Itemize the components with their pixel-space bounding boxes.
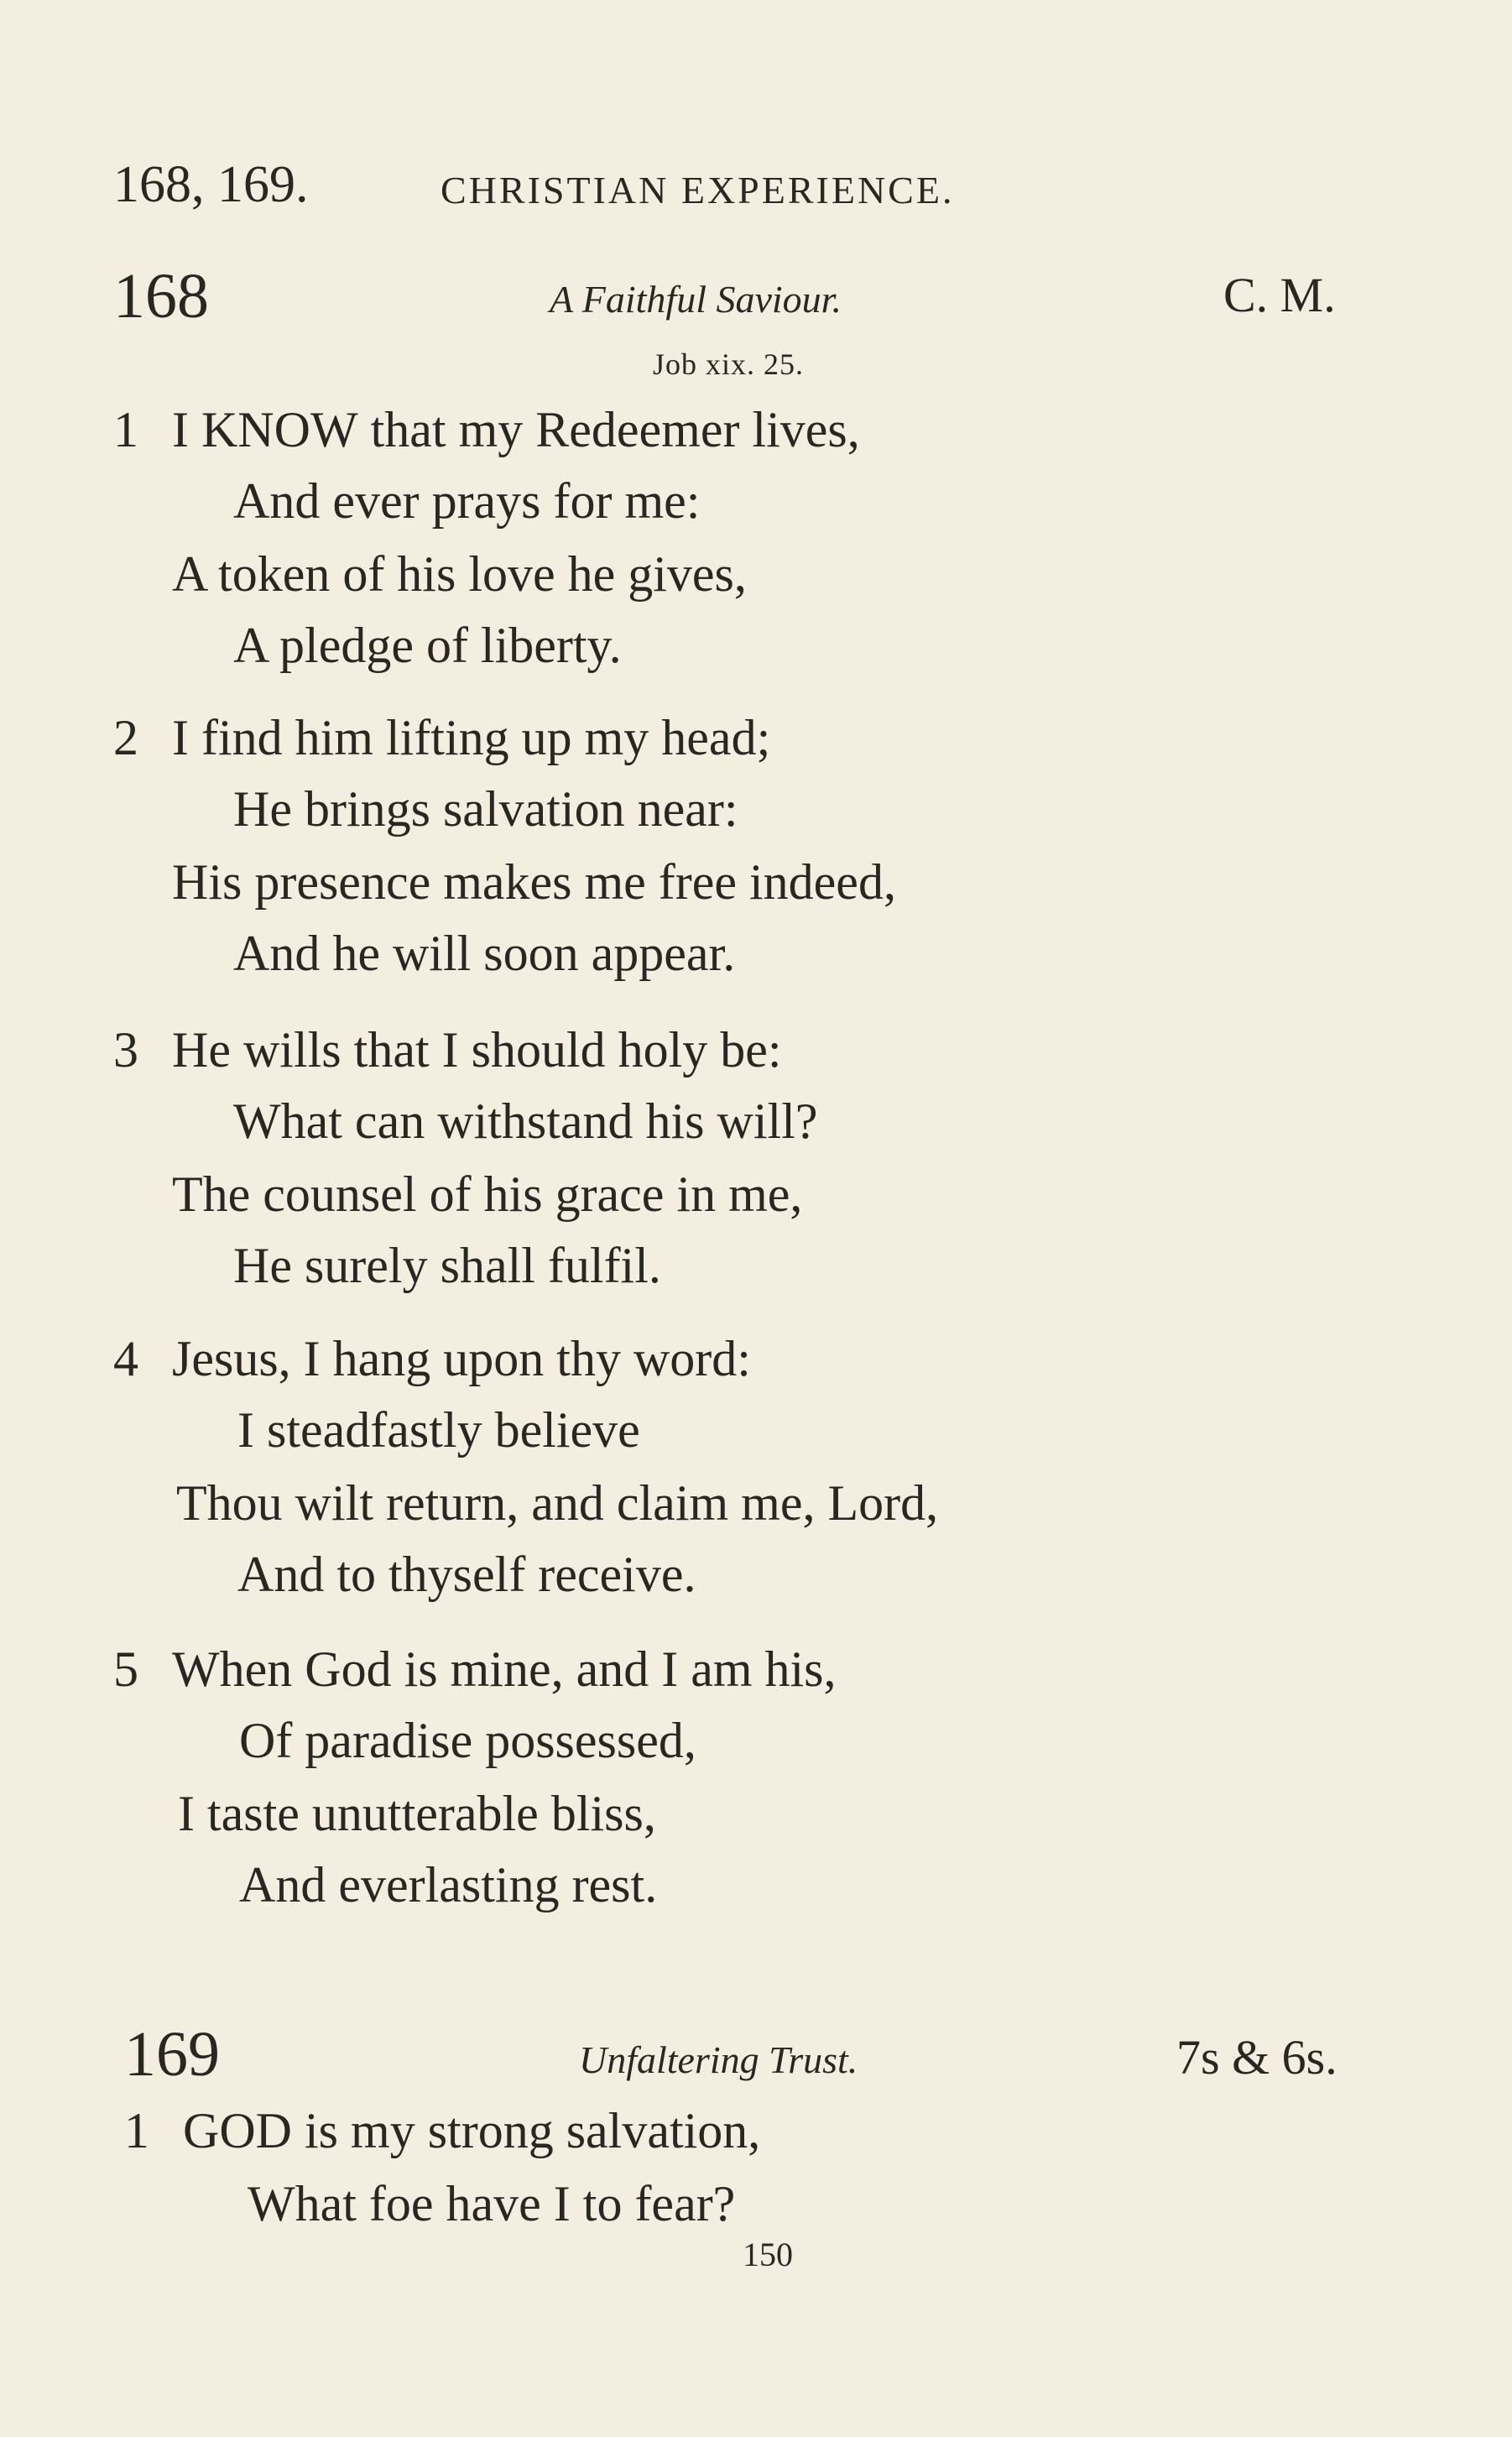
hymn-168-number: 168 xyxy=(113,261,209,331)
hymn-168-title: A Faithful Saviour. xyxy=(550,278,842,321)
verse-3-line-2: What can withstand his will? xyxy=(233,1093,818,1149)
verse-number: 4 xyxy=(113,1331,138,1386)
verse-1-line-2: And ever prays for me: xyxy=(233,473,701,529)
verse-number: 1 xyxy=(124,2103,149,2158)
verse-4-line-1: 4 Jesus, I hang upon thy word: xyxy=(113,1331,751,1386)
hymn-169-meter: 7s & 6s. xyxy=(1176,2030,1337,2085)
verse-number: 2 xyxy=(113,710,138,765)
verse-2-line-1: 2 I find him lifting up my head; xyxy=(113,710,771,765)
running-title: CHRISTIAN EXPERIENCE. xyxy=(441,169,955,211)
hymn-168-meter: C. M. xyxy=(1223,268,1336,322)
verse-1-line-3: A token of his love he gives, xyxy=(172,546,747,602)
hymn-169-verse-1-line-1: 1 GOD is my strong salvation, xyxy=(124,2103,761,2158)
verse-number: 5 xyxy=(113,1641,138,1697)
verse-3-line-1: 3 He wills that I should holy be: xyxy=(113,1022,782,1078)
verse-3-line-4: He surely shall fulfil. xyxy=(233,1238,661,1293)
hymn-169-title: Unfaltering Trust. xyxy=(579,2038,858,2081)
first-words: GOD xyxy=(183,2103,292,2158)
verse-5-line-3: I taste unutterable bliss, xyxy=(178,1786,656,1841)
verse-2-line-4: And he will soon appear. xyxy=(233,926,736,981)
verse-4-line-2: I steadfastly believe xyxy=(237,1402,640,1458)
hymn-169-number: 169 xyxy=(124,2019,220,2090)
hymn-168-reference: Job xix. 25. xyxy=(653,347,805,381)
verse-5-line-1: 5 When God is mine, and I am his, xyxy=(113,1641,837,1697)
verse-4-line-4: And to thyself receive. xyxy=(237,1547,696,1602)
verse-1-line-4: A pledge of liberty. xyxy=(233,618,622,673)
verse-3-line-3: The counsel of his grace in me, xyxy=(172,1166,803,1222)
running-hymn-numbers: 168, 169. xyxy=(113,156,309,213)
verse-5-line-4: And everlasting rest. xyxy=(239,1857,658,1913)
first-words: I KNOW xyxy=(172,402,358,457)
verse-5-line-2: Of paradise possessed, xyxy=(239,1713,696,1768)
hymn-169-verse-1-line-2: What foe have I to fear? xyxy=(248,2176,736,2231)
page-number: 150 xyxy=(743,2236,793,2273)
verse-4-line-3: Thou wilt return, and claim me, Lord, xyxy=(176,1475,939,1531)
verse-1-line-1: 1 I KNOW that my Redeemer lives, xyxy=(113,402,860,457)
verse-2-line-3: His presence makes me free indeed, xyxy=(172,854,896,910)
verse-2-line-2: He brings salvation near: xyxy=(233,781,738,837)
verse-number: 3 xyxy=(113,1022,138,1078)
verse-number: 1 xyxy=(113,402,138,457)
